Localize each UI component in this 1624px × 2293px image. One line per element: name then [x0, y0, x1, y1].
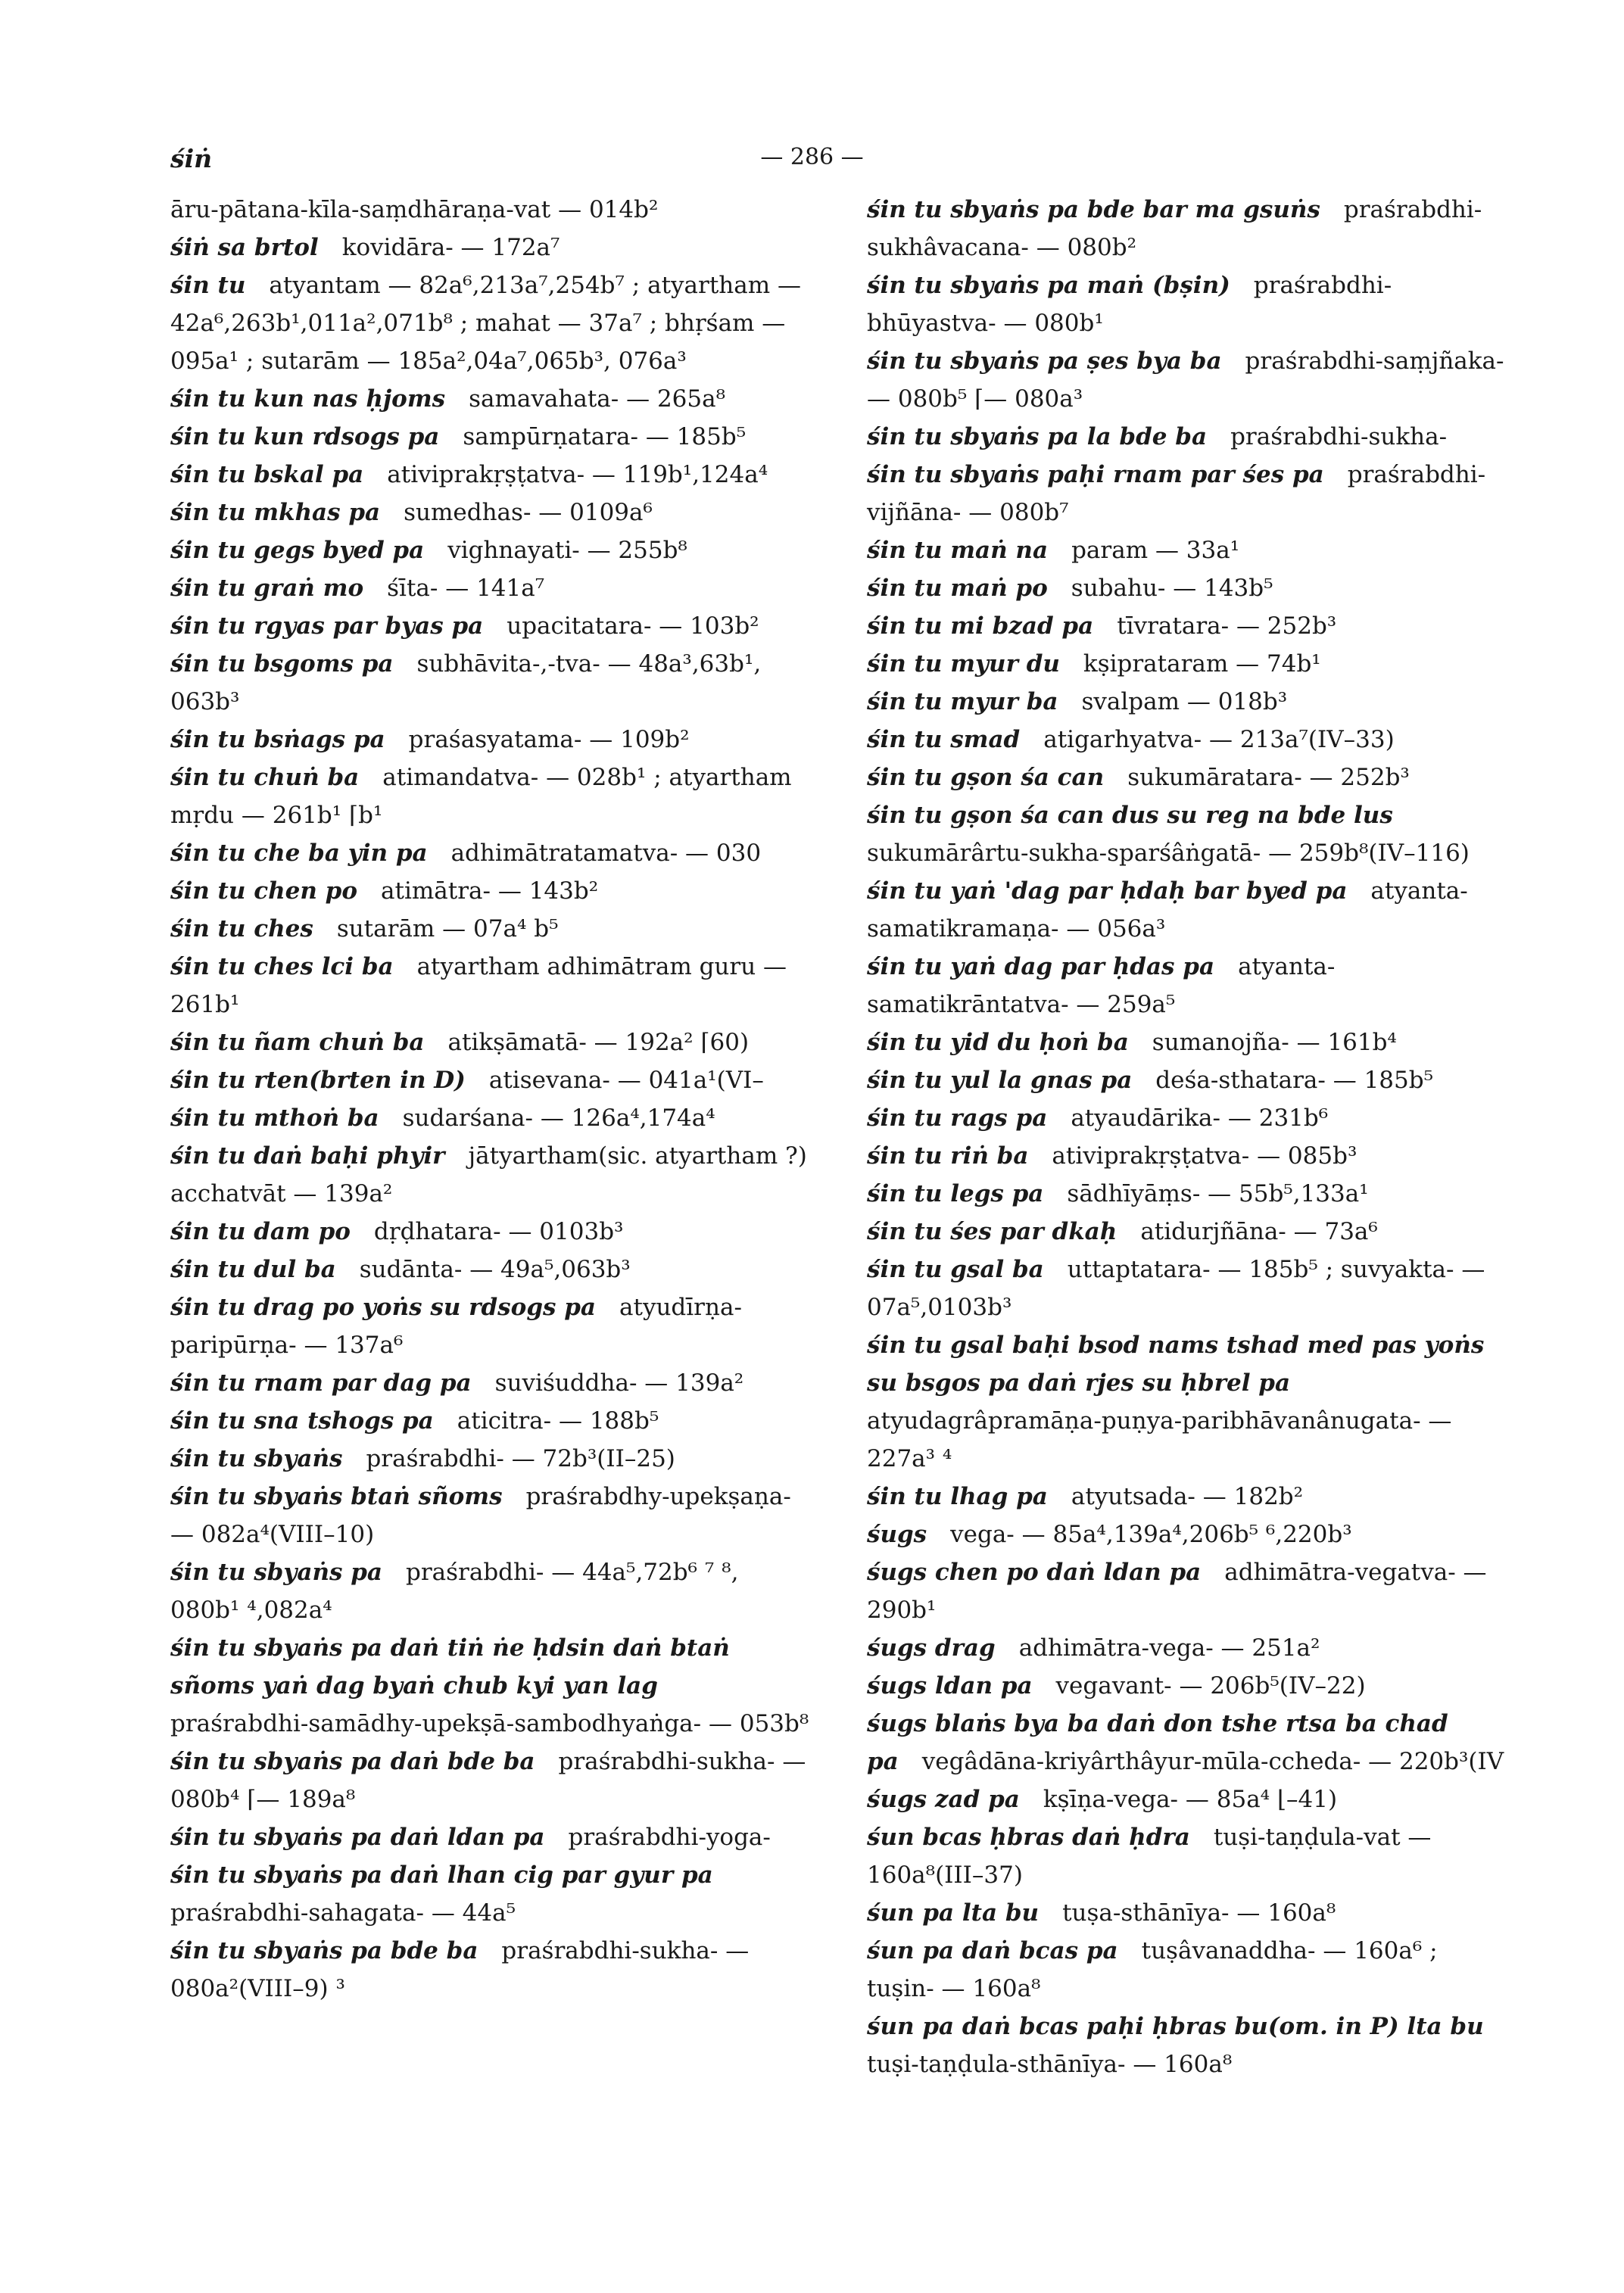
entry-term: śin tu dul ba	[170, 1256, 336, 1283]
dictionary-entry	[867, 1705, 1510, 1781]
entry-term: śin tu mthoṅ ba	[170, 1104, 379, 1132]
entry-definition: vighnayati- — 255b⁸	[447, 537, 687, 564]
entry-definition: svalpam — 018b³	[1081, 688, 1288, 715]
dictionary-entry	[170, 531, 814, 569]
dictionary-entry	[170, 266, 814, 380]
dictionary-entry	[867, 645, 1510, 683]
entry-term: śin tu gṣon śa can dus su reg na bde lus	[867, 802, 1393, 829]
dictionary-entry	[170, 1402, 814, 1440]
entry-definition: atyutsada- — 182b²	[1071, 1483, 1304, 1510]
entry-term: śin tu yaṅ dag par ḥdas pa	[867, 953, 1215, 980]
dictionary-entry	[170, 494, 814, 531]
dictionary-entry	[867, 418, 1510, 456]
dictionary-entry	[170, 1629, 814, 1743]
entry-term: śin tu śes par dkaḥ	[867, 1218, 1117, 1245]
entry-term: śin tu smad	[867, 726, 1021, 753]
entry-definition: praśrabdhi-bhūyastva- — 080b¹	[867, 272, 1392, 337]
dictionary-entry	[867, 1099, 1510, 1137]
entry-definition: atigarhyatva- — 213a⁷(IV–33)	[1043, 726, 1395, 753]
entry-definition: jātyartham(sic. atyartham ?) acchatvāt — 139a²	[170, 1142, 807, 1207]
entry-term: śugs chen po daṅ ldan pa	[867, 1559, 1202, 1586]
entry-term: śin tu ches lci ba	[170, 953, 394, 980]
entry-definition: kṣīṇa-vega- — 85a⁴ ⌊–41)	[1043, 1786, 1338, 1813]
entry-definition: dṛḍhatara- — 0103b³	[373, 1218, 624, 1245]
left-column	[170, 191, 814, 2008]
entry-term: śin tu sbyaṅs pa	[170, 1559, 382, 1586]
entry-definition: praśrabdhi- — 72b³(II–25)	[366, 1445, 675, 1472]
dictionary-entry	[867, 266, 1510, 342]
entry-definition: adhimātratamatva- — 030	[450, 840, 762, 867]
entry-term: śiṅ sa brtol	[170, 234, 319, 261]
entry-term: śin tu sbyaṅs pa daṅ lhan cig par gyur pa	[170, 1862, 713, 1889]
entry-definition: tuṣâvanaddha- — 160a⁶ ; tuṣin- — 160a⁸	[867, 1937, 1438, 2002]
entry-term: śugs zad pa	[867, 1786, 1020, 1813]
dictionary-entry	[867, 1667, 1510, 1705]
entry-term: śin tu chuṅ ba	[170, 764, 360, 791]
entry-definition: atyudagrâpramāṇa-puṇya-paribhāvanânugata- — 227a³ ⁴	[867, 1407, 1452, 1472]
entry-definition: sumedhas- — 0109a⁶	[404, 499, 653, 526]
entry-term: śin tu chen po	[170, 877, 358, 905]
entry-definition: ativiprakṛṣṭatva- — 119b¹,124a⁴	[387, 461, 768, 488]
entry-definition: praśrabdhi-sukha-	[1230, 423, 1448, 450]
entry-term: śun pa lta bu	[867, 1899, 1040, 1927]
dictionary-entry	[170, 1061, 814, 1099]
entry-definition: adhimātra-vega- — 251a²	[1018, 1634, 1320, 1662]
dictionary-entry	[867, 1478, 1510, 1516]
entry-term: śin tu myur du	[867, 650, 1060, 678]
entry-definition: ativiprakṛṣṭatva- — 085b³	[1052, 1142, 1357, 1170]
entry-definition: atikṣāmatā- — 192a² ⌈60)	[447, 1029, 750, 1056]
entry-definition: samavahata- — 265a⁸	[469, 385, 726, 413]
entry-definition: tīvratara- — 252b³	[1117, 612, 1337, 640]
entry-definition: tuṣi-taṇḍula-sthānīya- — 160a⁸	[867, 2051, 1233, 2078]
entry-term: śin tu kun nas ḥjoms	[170, 385, 446, 413]
dictionary-entry	[867, 1175, 1510, 1213]
entry-term: śin tu che ba yin pa	[170, 840, 428, 867]
entry-term: śin tu rgyas par byas pa	[170, 612, 484, 640]
entry-term: śin tu rnam par dag pa	[170, 1369, 472, 1397]
entry-definition: atidurjñāna- — 73a⁶	[1140, 1218, 1378, 1245]
entry-definition: śīta- — 141a⁷	[387, 575, 545, 602]
entry-term: śin tu yid du ḥoṅ ba	[867, 1029, 1129, 1056]
dictionary-entry	[867, 1326, 1510, 1478]
dictionary-entry	[867, 721, 1510, 759]
entry-term: śin tu kun rdsogs pa	[170, 423, 440, 450]
entry-term: śin tu sna tshogs pa	[170, 1407, 434, 1435]
entry-definition: sutarām — 07a⁴ b⁵	[336, 915, 559, 942]
dictionary-entry	[170, 1137, 814, 1213]
dictionary-entry	[170, 1023, 814, 1061]
page-header	[170, 144, 1454, 182]
entry-term: śin tu rags pa	[867, 1104, 1048, 1132]
entry-definition: sumanojña- — 161b⁴	[1152, 1029, 1397, 1056]
dictionary-entry	[867, 1553, 1510, 1629]
entry-definition: sampūrṇatara- — 185b⁵	[463, 423, 747, 450]
entry-term: śin tu sbyaṅs pa daṅ bde ba	[170, 1748, 535, 1775]
entry-term: śin tu yaṅ 'dag par ḥdaḥ bar byed pa	[867, 877, 1348, 905]
entry-term: śin tu sbyaṅs btaṅ sñoms	[170, 1483, 503, 1510]
entry-term: śugs drag	[867, 1634, 996, 1662]
dictionary-entry	[170, 721, 814, 759]
entry-term: śin tu gsal ba	[867, 1256, 1044, 1283]
entry-definition: tuṣa-sthānīya- — 160a⁸	[1062, 1899, 1336, 1927]
entry-definition: sudarśana- — 126a⁴,174a⁴	[402, 1104, 715, 1132]
entry-term: śun pa daṅ bcas paḥi ḥbras bu(om. in P) lta bu	[867, 2013, 1484, 2040]
entry-term: śun bcas ḥbras daṅ ḥdra	[867, 1824, 1190, 1851]
entry-term: śin tu gegs byed pa	[170, 537, 425, 564]
dictionary-entry	[170, 1818, 814, 1856]
entry-term: śin tu legs pa	[867, 1180, 1044, 1207]
dictionary-entry	[170, 191, 814, 229]
dictionary-entry	[170, 834, 814, 872]
dictionary-entry	[170, 1478, 814, 1553]
entry-definition: praśrabdhi-sukha- — 080b⁴ ⌈— 189a⁸	[170, 1748, 806, 1813]
header-keyword: śiṅ	[170, 144, 213, 173]
dictionary-entry	[867, 1213, 1510, 1251]
entry-definition: adhimātra-vegatva- — 290b¹	[867, 1559, 1487, 1624]
dictionary-entry	[867, 872, 1510, 948]
dictionary-entry	[867, 1629, 1510, 1667]
entry-definition: deśa-sthatara- — 185b⁵	[1155, 1067, 1434, 1094]
entry-term: śin tu bsṅags pa	[170, 726, 385, 753]
dictionary-entry	[867, 759, 1510, 796]
entry-term: śin tu sbyaṅs	[170, 1445, 343, 1472]
entry-definition: praśasyatama- — 109b²	[408, 726, 690, 753]
entry-definition: praśrabdhi-saṃjñaka- — 080b⁵ ⌈— 080a³	[867, 347, 1504, 413]
entry-term: śin tu graṅ mo	[170, 575, 364, 602]
entry-definition: atimandatva- — 028b¹ ; atyartham mṛdu — 261b¹ ⌈b¹	[170, 764, 792, 829]
dictionary-entry	[170, 1440, 814, 1478]
dictionary-entry	[170, 569, 814, 607]
entry-term: śin tu sbyaṅs pa la bde ba	[867, 423, 1208, 450]
entry-definition: atyanta-samatikramaṇa- — 056a³	[867, 877, 1468, 942]
entry-term: śin tu maṅ na	[867, 537, 1049, 564]
dictionary-entry	[867, 191, 1510, 266]
dictionary-entry	[867, 607, 1510, 645]
entry-term: śin tu maṅ po	[867, 575, 1048, 602]
entry-term: śin tu sbyaṅs pa ṣes bya ba	[867, 347, 1222, 375]
entry-term: śin tu bsgoms pa	[170, 650, 394, 678]
entry-term: śin tu sbyaṅs pa maṅ (bṣin)	[867, 272, 1230, 299]
dictionary-entry	[867, 1894, 1510, 1932]
entry-term: śin tu mi bzad pa	[867, 612, 1094, 640]
entry-definition: param — 33a¹	[1071, 537, 1240, 564]
entry-definition: subhāvita-,-tva- — 48a³,63b¹, 063b³	[170, 650, 762, 715]
entry-definition: praśrabdhi-yoga-	[568, 1824, 771, 1851]
entry-definition: subahu- — 143b⁵	[1071, 575, 1273, 602]
entry-term: śin tu daṅ baḥi phyir	[170, 1142, 445, 1170]
entry-definition: atisevana- — 041a¹(VI–	[488, 1067, 764, 1094]
entry-term: śun pa daṅ bcas pa	[867, 1937, 1118, 1964]
dictionary-entry	[170, 1364, 814, 1402]
dictionary-entry	[170, 759, 814, 834]
dictionary-entry	[170, 872, 814, 910]
entry-definition: praśrabdhy-upekṣaṇa- — 082a⁴(VIII–10)	[170, 1483, 791, 1548]
entry-term: śugs ldan pa	[867, 1672, 1033, 1699]
entry-term: śugs	[867, 1521, 927, 1548]
entry-definition: kṣiprataram — 74b¹	[1083, 650, 1321, 678]
entry-definition: sudānta- — 49a⁵,063b³	[359, 1256, 631, 1283]
entry-term: śin tu riṅ ba	[867, 1142, 1029, 1170]
dictionary-entry	[867, 569, 1510, 607]
entry-definition: vegavant- — 206b⁵(IV–22)	[1055, 1672, 1366, 1699]
entry-term: śin tu sbyaṅs pa daṅ ldan pa	[170, 1824, 545, 1851]
entry-definition: sukumārârtu-sukha-sparśâṅgatā- — 259b⁸(IV–116)	[867, 840, 1470, 867]
dictionary-entry	[170, 1099, 814, 1137]
entry-term: śin tu sbyaṅs pa daṅ tiṅ ṅe ḥdsin daṅ btaṅ sñoms yaṅ dag byaṅ chub kyi yan lag	[170, 1634, 730, 1699]
entry-definition: kovidāra- — 172a⁷	[341, 234, 560, 261]
dictionary-entry	[867, 531, 1510, 569]
dictionary-entry	[867, 1137, 1510, 1175]
dictionary-entry	[867, 1818, 1510, 1894]
dictionary-entry	[867, 948, 1510, 1023]
page-number: — 286 —	[760, 144, 864, 170]
entry-term: śugs blaṅs bya ba daṅ don tshe rtsa ba chad pa	[867, 1710, 1448, 1775]
dictionary-entry	[867, 796, 1510, 872]
entry-definition: atyanta-samatikrāntatva- — 259a⁵	[867, 953, 1336, 1018]
dictionary-entry	[170, 910, 814, 948]
entry-definition: sādhīyāṃs- — 55b⁵,133a¹	[1067, 1180, 1369, 1207]
entry-definition: atyartham adhimātram guru — 261b¹	[170, 953, 787, 1018]
dictionary-entry	[867, 1251, 1510, 1326]
dictionary-entry	[170, 1213, 814, 1251]
entry-definition: praśrabdhi- — 44a⁵,72b⁶ ⁷ ⁸, 080b¹ ⁴,082a⁴	[170, 1559, 739, 1624]
entry-definition: atyantam — 82a⁶,213a⁷,254b⁷ ; atyartham — 42a⁶,263b¹,011a²,071b⁸ ; mahat — 37a⁷ ; bhṛśam — 095a¹ ; sutarām — 185a²,04a⁷,065b³, 076a³	[170, 272, 802, 375]
entry-term: śin tu ñam chuṅ ba	[170, 1029, 425, 1056]
dictionary-entry	[170, 645, 814, 721]
dictionary-entry	[867, 1781, 1510, 1818]
entry-term: śin tu yul la gnas pa	[867, 1067, 1133, 1094]
dictionary-entry	[867, 342, 1510, 418]
entry-term: śin tu rten(brten in D)	[170, 1067, 466, 1094]
dictionary-entry	[170, 1288, 814, 1364]
entry-definition: vegâdāna-kriyârthâyur-mūla-ccheda- — 220b³(IV	[921, 1748, 1504, 1775]
entry-definition: praśrabdhi-vijñāna- — 080b⁷	[867, 461, 1486, 526]
dictionary-entry	[170, 1251, 814, 1288]
entry-term: śin tu myur ba	[867, 688, 1058, 715]
entry-definition: praśrabdhi-sukhâvacana- — 080b²	[867, 196, 1482, 261]
entry-definition: praśrabdhi-samādhy-upekṣā-sambodhyaṅga- — 053b⁸	[170, 1710, 809, 1737]
entry-term: śin tu drag po yoṅs su rdsogs pa	[170, 1294, 596, 1321]
entry-definition: sukumāratara- — 252b³	[1127, 764, 1410, 791]
entry-definition: praśrabdhi-sukha- — 080a²(VIII–9) ³	[170, 1937, 750, 2002]
dictionary-entry	[170, 1856, 814, 1932]
entry-definition: upacitatara- — 103b²	[507, 612, 759, 640]
dictionary-entry	[170, 380, 814, 418]
entry-term: śin tu gsal baḥi bsod nams tshad med pas yoṅs su bsgos pa daṅ rjes su ḥbrel pa	[867, 1332, 1485, 1397]
dictionary-entry	[170, 1553, 814, 1629]
dictionary-entry	[867, 1516, 1510, 1553]
entry-definition: tuṣi-taṇḍula-vat — 160a⁸(III–37)	[867, 1824, 1432, 1889]
entry-definition: vega- — 85a⁴,139a⁴,206b⁵ ⁶,220b³	[950, 1521, 1352, 1548]
entry-term: śin tu mkhas pa	[170, 499, 381, 526]
entry-definition: suviśuddha- — 139a²	[494, 1369, 744, 1397]
entry-term: śin tu gṣon śa can	[867, 764, 1105, 791]
dictionary-entry	[170, 948, 814, 1023]
entry-definition: atimātra- — 143b²	[381, 877, 599, 905]
dictionary-entry	[867, 1023, 1510, 1061]
entry-definition: praśrabdhi-sahagata- — 44a⁵	[170, 1899, 516, 1927]
dictionary-entry	[170, 1932, 814, 2008]
dictionary-entry	[867, 456, 1510, 531]
dictionary-entry	[867, 683, 1510, 721]
entry-definition: āru-pātana-kīla-saṃdhāraṇa-vat — 014b²	[170, 196, 659, 223]
dictionary-entry	[170, 418, 814, 456]
dictionary-entry	[867, 2008, 1510, 2083]
entry-term: śin tu sbyaṅs pa bde ba	[170, 1937, 478, 1964]
entry-term: śin tu ches	[170, 915, 313, 942]
entry-definition: uttaptatara- — 185b⁵ ; suvyakta- — 07a⁵,0103b³	[867, 1256, 1485, 1321]
dictionary-entry	[170, 229, 814, 266]
dictionary-entry	[867, 1932, 1510, 2008]
entry-term: śin tu dam po	[170, 1218, 351, 1245]
entry-definition: atyaudārika- — 231b⁶	[1071, 1104, 1329, 1132]
right-column	[867, 191, 1510, 2083]
entry-term: śin tu	[170, 272, 246, 299]
entry-term: śin tu sbyaṅs pa bde bar ma gsuṅs	[867, 196, 1320, 223]
dictionary-entry	[170, 607, 814, 645]
dictionary-entry	[170, 1743, 814, 1818]
entry-definition: atyudīrṇa-paripūrṇa- — 137a⁶	[170, 1294, 742, 1359]
dictionary-entry	[867, 1061, 1510, 1099]
entry-term: śin tu lhag pa	[867, 1483, 1048, 1510]
entry-definition: aticitra- — 188b⁵	[457, 1407, 659, 1435]
dictionary-entry	[170, 456, 814, 494]
entry-term: śin tu bskal pa	[170, 461, 364, 488]
entry-term: śin tu sbyaṅs paḥi rnam par śes pa	[867, 461, 1324, 488]
